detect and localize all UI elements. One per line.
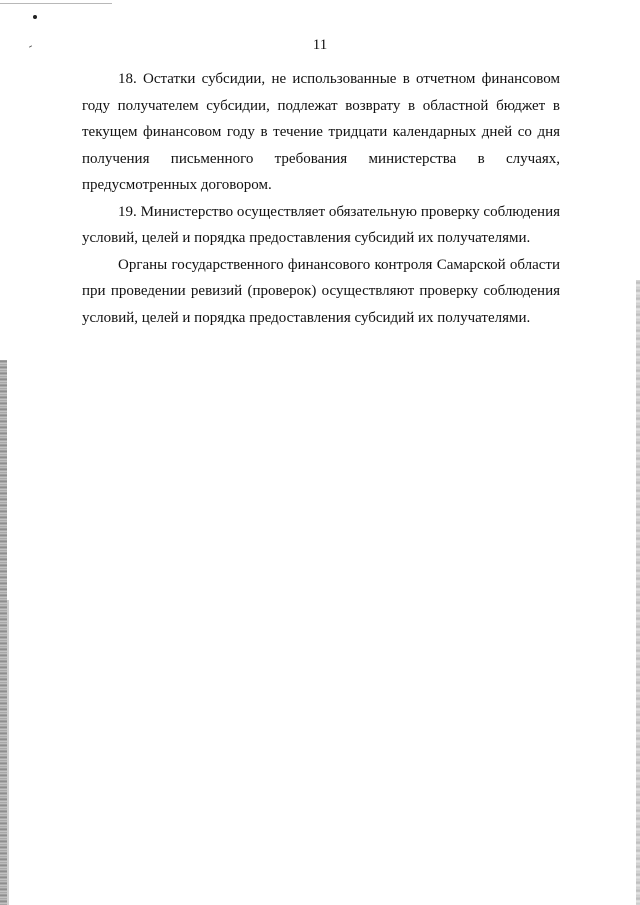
text-line: получения письменного требования министерства в случаях, — [82, 150, 560, 167]
text-line: при проведении ревизий (проверок) осуществляют проверку соблюдения — [82, 283, 560, 299]
page-number: 11 — [312, 37, 328, 53]
text-line: году получателем субсидии, подлежат возврату в областной бюджет в — [82, 97, 560, 114]
text-line: предусмотренных договором. — [82, 177, 272, 193]
paragraph-18 — [82, 66, 560, 199]
document-body — [82, 66, 560, 331]
text-line: Органы государственного финансового контроля Самарской области — [118, 256, 560, 273]
scan-top-rule — [0, 3, 112, 4]
text-line: 19. Министерство осуществляет обязательную проверку соблюдения — [118, 203, 560, 220]
paragraph-19 — [82, 199, 560, 252]
text-line: условий, целей и порядка предоставления субсидий их получателями. — [82, 230, 531, 246]
text-line: 18. Остатки субсидии, не использованные в отчетном финансовом — [118, 71, 560, 87]
scan-left-edge-line — [7, 600, 9, 905]
scan-right-edge-shadow — [636, 280, 640, 905]
text-line: условий, целей и порядка предоставления субсидий их получателями. — [82, 309, 531, 326]
text-line: текущем финансовом году в течение тридцати календарных дней со дня — [82, 124, 560, 140]
scan-dot-mark — [33, 15, 37, 19]
scan-left-edge-shadow — [0, 360, 7, 905]
paragraph-control-bodies — [82, 252, 560, 332]
